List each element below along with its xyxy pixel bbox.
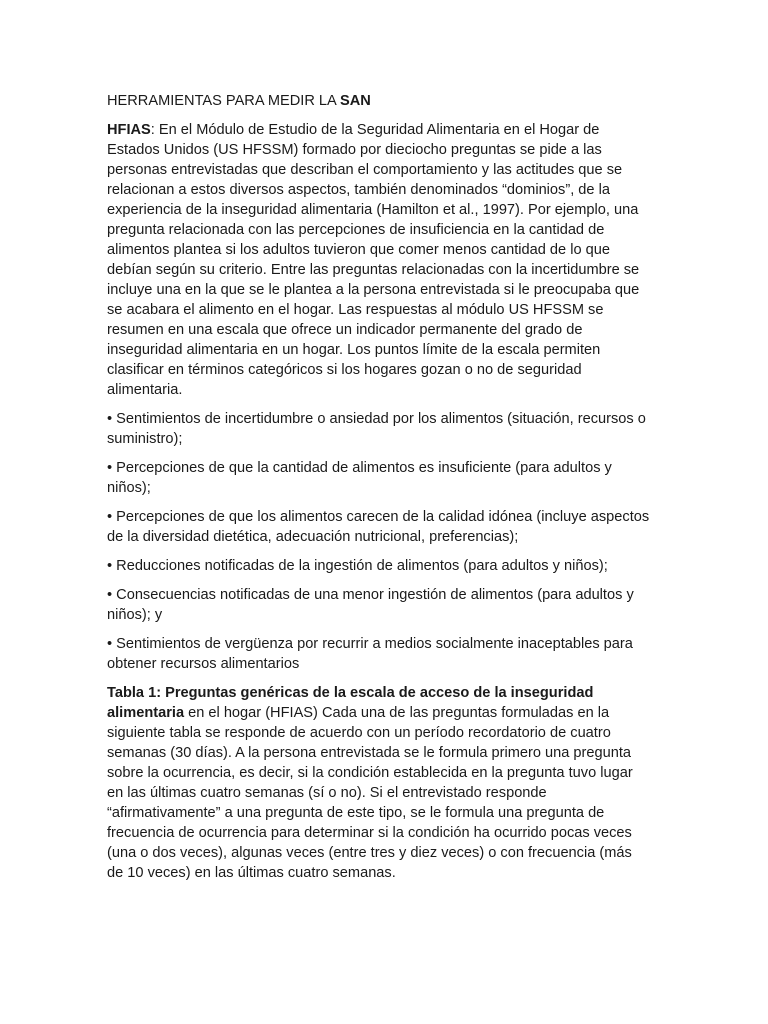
bullet-item: • Percepciones de que los alimentos carecen de la calidad idónea (incluye aspectos de la diversidad dietética, adecuación nutricional, preferencias); bbox=[107, 509, 650, 545]
bullet-item: • Sentimientos de vergüenza por recurrir a medios socialmente inaceptables para obtener recursos alimentarios bbox=[107, 636, 633, 672]
tabla-text: en el hogar (HFIAS) Cada una de las preguntas formuladas en la siguiente tabla se responde de acuerdo con un período recordatorio de cuatro semanas (30 días). A la persona entrevistada se le formula primero una pregunta sobre la ocurrencia, es decir, si la condición establecida en la pregunta tuvo lugar en las últimas cuatro semanas (sí o no). Si el entrevistado responde “afirmativamente” a una pregunta de este tipo, se le formula una pregunta de frecuencia de ocurrencia para determinar si la condición ha ocurrido pocas veces (una o dos veces), algunas veces (entre tres y diez veces) o con frecuencia (más de 10 veces) en las últimas cuatro semanas. bbox=[107, 705, 633, 881]
title-bold: SAN bbox=[340, 93, 371, 109]
tabla-heading: Tabla 1: Preguntas genéricas de la escala de acceso de la inseguridad alimentaria bbox=[107, 685, 594, 721]
document-page bbox=[107, 91, 652, 892]
tabla-paragraph bbox=[107, 683, 652, 883]
document-title bbox=[107, 91, 652, 111]
bullet-item: • Sentimientos de incertidumbre o ansiedad por los alimentos (situación, recursos o suministro); bbox=[107, 411, 646, 447]
hfias-text: : En el Módulo de Estudio de la Seguridad Alimentaria en el Hogar de Estados Unidos (US HFSSM) formado por dieciocho preguntas se pide a las personas entrevistadas que describan el comportamiento y las actitudes que se relacionan a estos diversos aspectos, también denominados “dominios”, de la experiencia de la inseguridad alimentaria (Hamilton et al., 1997). Por ejemplo, una pregunta relacionada con las percepciones de insuficiencia en la cantidad de alimentos plantea si los adultos tuvieron que comer menos cantidad de lo que debían según su criterio. Entre las preguntas relacionadas con la incertidumbre se incluye una en la que se le plantea a la persona entrevistada si le preocupaba que se acabara el alimento en el hogar. Las respuestas al módulo US HFSSM se resumen en una escala que ofrece un indicador permanente del grado de inseguridad alimentaria en un hogar. Los puntos límite de la escala permiten clasificar en términos categóricos si los hogares gozan o no de seguridad alimentaria. bbox=[107, 122, 640, 398]
bullet-item: • Consecuencias notificadas de una menor ingestión de alimentos (para adultos y niños); y bbox=[107, 587, 634, 623]
title-prefix: HERRAMIENTAS PARA MEDIR LA bbox=[107, 93, 341, 109]
hfias-paragraph bbox=[107, 120, 652, 400]
bullet-item: • Reducciones notificadas de la ingestión de alimentos (para adultos y niños); bbox=[107, 558, 608, 574]
bullet-item: • Percepciones de que la cantidad de alimentos es insuficiente (para adultos y niños); bbox=[107, 460, 612, 496]
hfias-term: HFIAS bbox=[107, 122, 151, 138]
